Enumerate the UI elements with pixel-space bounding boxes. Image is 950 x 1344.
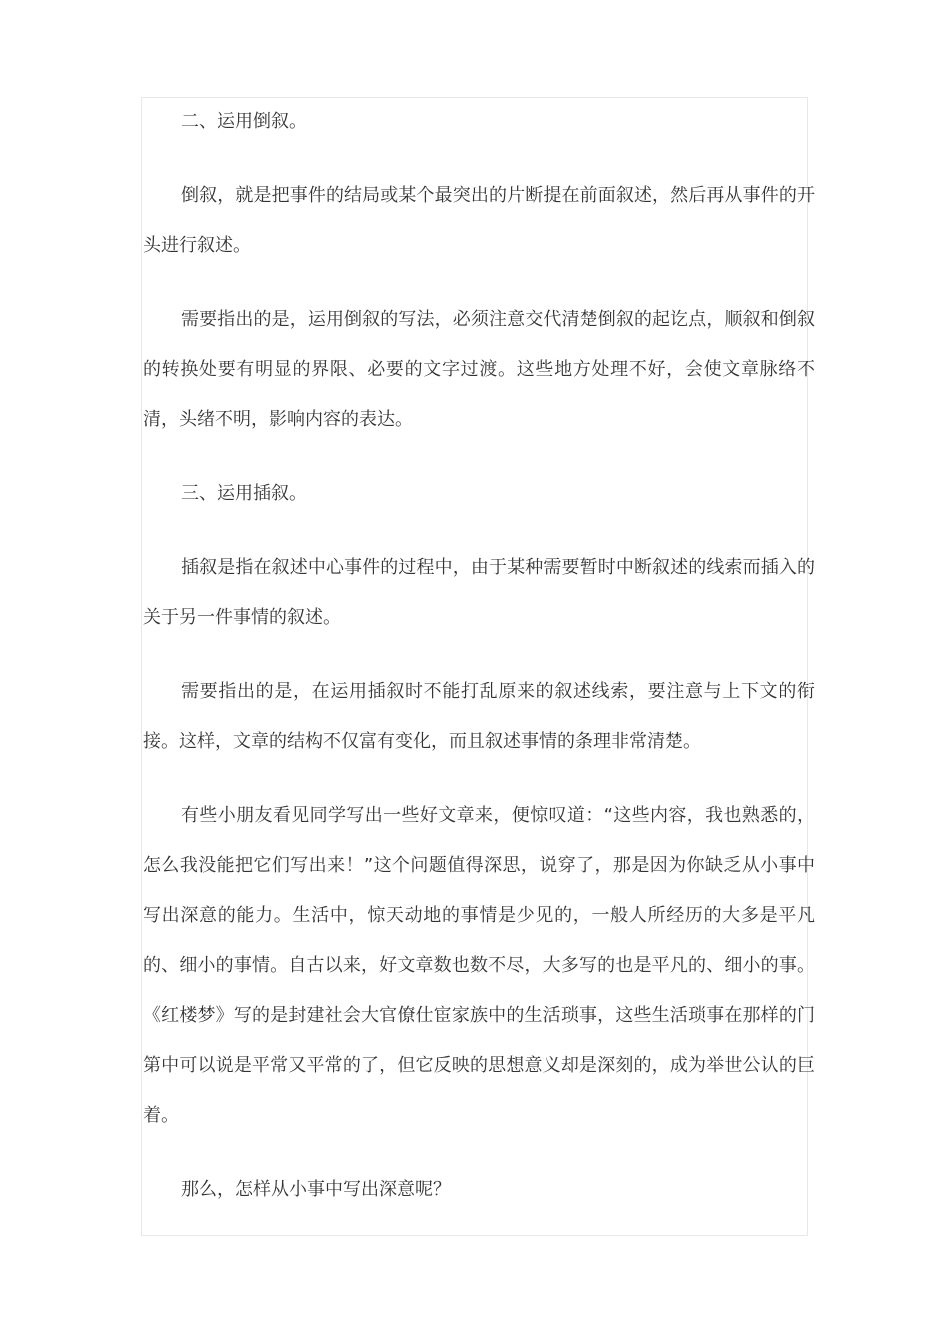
section-heading-flashback: 二、运用倒叙。 bbox=[181, 111, 307, 132]
paragraph-flashback-notes: 需要指出的是，运用倒叙的写法，必须注意交代清楚倒叙的起讫点，顺叙和倒叙的转换处要有明显的界限、必要的文字过渡。这些地方处理不好，会使文章脉络不清，头绪不明，影响内容的表达。 bbox=[143, 309, 815, 430]
paragraph-interpolation-definition: 插叙是指在叙述中心事件的过程中，由于某种需要暂时中断叙述的线索而插入的关于另一件事情的叙述。 bbox=[143, 557, 815, 628]
paragraph-interpolation-notes: 需要指出的是，在运用插叙时不能打乱原来的叙述线索，要注意与上下文的衔接。这样，文章的结构不仅富有变化，而且叙述事情的条理非常清楚。 bbox=[143, 681, 815, 752]
paragraph-question: 那么，怎样从小事中写出深意呢？ bbox=[181, 1179, 451, 1200]
document-body bbox=[143, 97, 815, 1239]
section-heading-interpolation: 三、运用插叙。 bbox=[181, 483, 307, 504]
paragraph-small-things: 有些小朋友看见同学写出一些好文章来，便惊叹道：“这些内容，我也熟悉的，怎么我没能把它们写出来！”这个问题值得深思，说穿了，那是因为你缺乏从小事中写出深意的能力。生活中，惊天动地的事情是少见的，一般人所经历的大多是平凡的、细小的事情。自古以来，好文章数也数不尽，大多写的也是平凡的、细小的事。《红楼梦》写的是封建社会大官僚仕宦家族中的生活琐事，这些生活琐事在那样的门第中可以说是平常又平常的了，但它反映的思想意义却是深刻的，成为举世公认的巨着。 bbox=[143, 805, 815, 1126]
paragraph-flashback-definition: 倒叙，就是把事件的结局或某个最突出的片断提在前面叙述，然后再从事件的开头进行叙述。 bbox=[143, 185, 815, 256]
